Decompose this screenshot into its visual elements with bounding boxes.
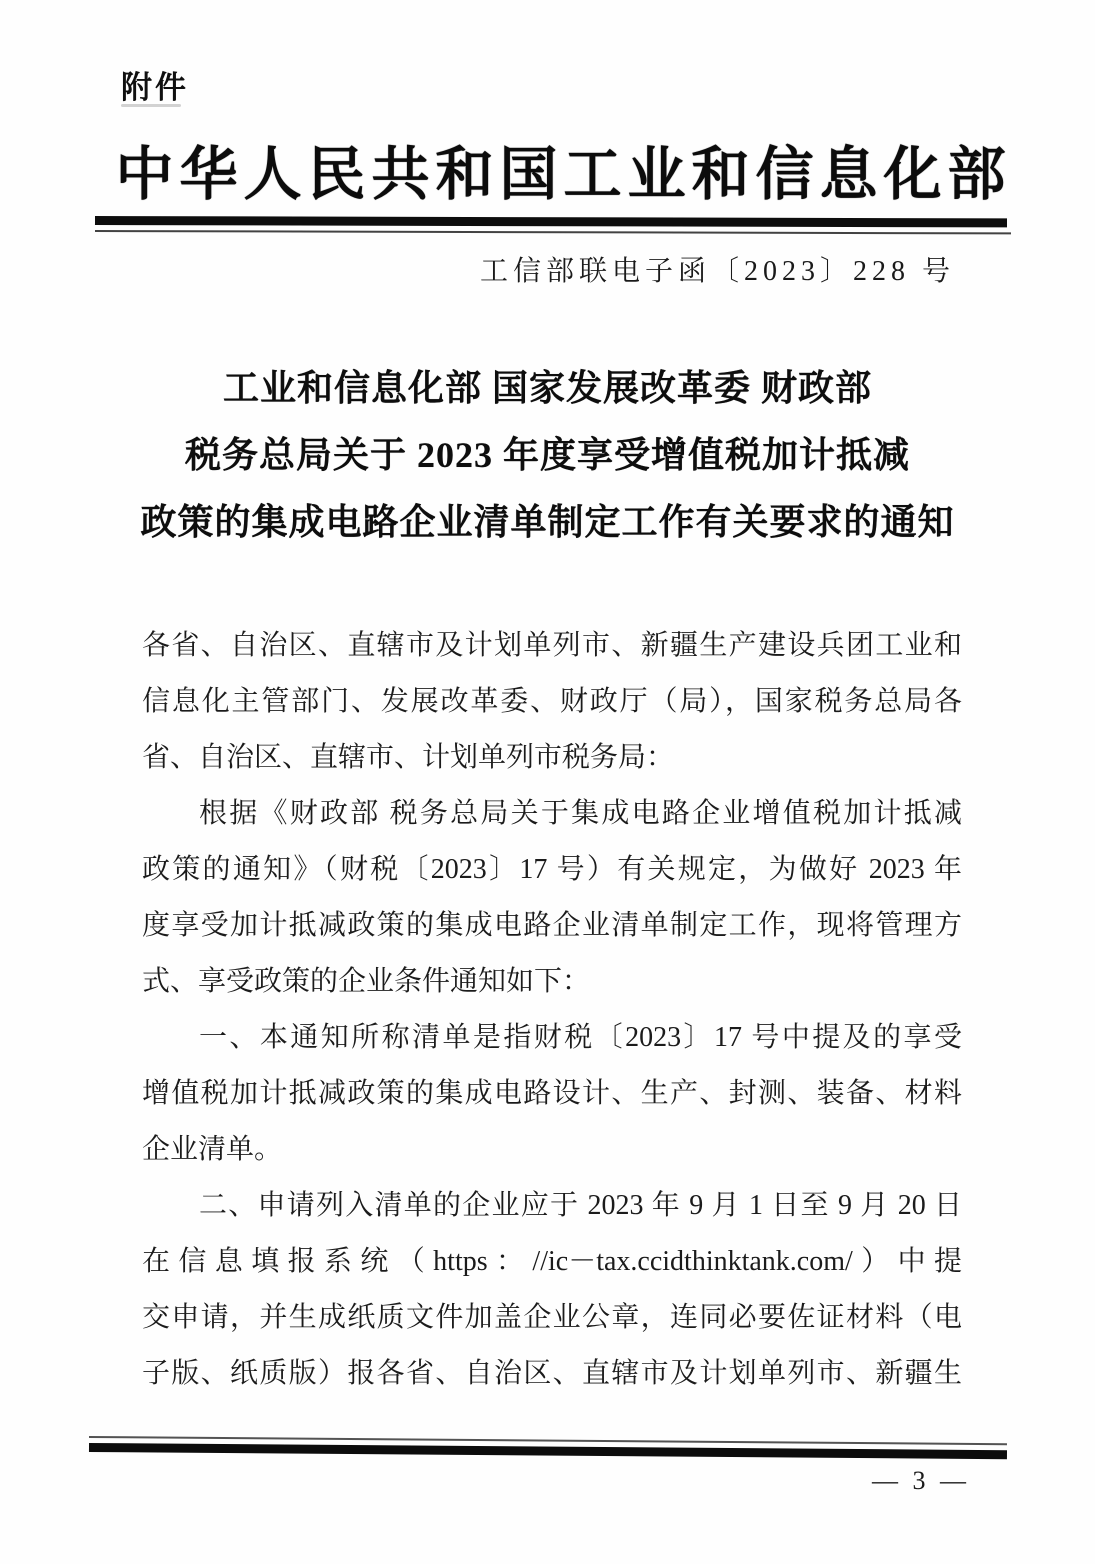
scan-artifact: [121, 104, 181, 107]
item-2-line: 交申请，并生成纸质文件加盖企业公章，连同必要佐证材料（电: [142, 1302, 962, 1333]
page-number: — 3 —: [872, 1466, 970, 1495]
document-title-line: 政策的集成电路企业清单制定工作有关要求的通知: [140, 502, 955, 542]
document-title-line: 工业和信息化部 国家发展改革委 财政部: [222, 368, 872, 408]
document-reference-number: 工信部联电子函〔2023〕228 号: [479, 256, 955, 287]
document-title-line: 税务总局关于 2023 年度享受增值税加计抵减: [184, 435, 910, 475]
item-1-line: 增值税加计抵减政策的集成电路设计、生产、封测、装备、材料: [142, 1078, 962, 1109]
document-title: [0, 355, 1095, 556]
item-2-line: 子版、纸质版）报各省、自治区、直辖市及计划单列市、新疆生: [142, 1358, 962, 1389]
document-body: [142, 618, 962, 1402]
item-2-line: 在信息填报系统（https：//ic－tax.ccidthinktank.com/）中提: [142, 1246, 962, 1277]
salutation-line: 各省、自治区、直辖市及计划单列市、新疆生产建设兵团工业和: [142, 630, 962, 661]
item-2-line: 二、申请列入清单的企业应于 2023 年 9 月 1 日至 9 月 20 日: [199, 1190, 962, 1221]
salutation-line: 信息化主管部门、发展改革委、财政厅（局），国家税务总局各: [142, 686, 962, 717]
item-1-line: 一、本通知所称清单是指财税〔2023〕17 号中提及的享受: [199, 1022, 962, 1053]
intro-paragraph-line: 政策的通知》（财税〔2023〕17 号）有关规定，为做好 2023 年: [142, 854, 962, 885]
intro-paragraph-line: 式、享受政策的企业条件通知如下：: [142, 966, 591, 997]
salutation-line: 省、自治区、直辖市、计划单列市税务局：: [142, 742, 675, 773]
footer-rule-thick: [89, 1443, 1007, 1459]
intro-paragraph-line: 度享受加计抵减政策的集成电路企业清单制定工作，现将管理方: [142, 910, 962, 941]
masthead-rule-thick: [95, 216, 1007, 227]
attachment-label: 附件: [121, 70, 189, 105]
masthead-org-name: 中华人民共和国工业和信息化部: [115, 142, 1012, 207]
item-1-line: 企业清单。: [142, 1134, 283, 1165]
intro-paragraph-line: 根据《财政部 税务总局关于集成电路企业增值税加计抵减: [199, 798, 962, 829]
masthead-rule-thin: [95, 230, 1011, 234]
